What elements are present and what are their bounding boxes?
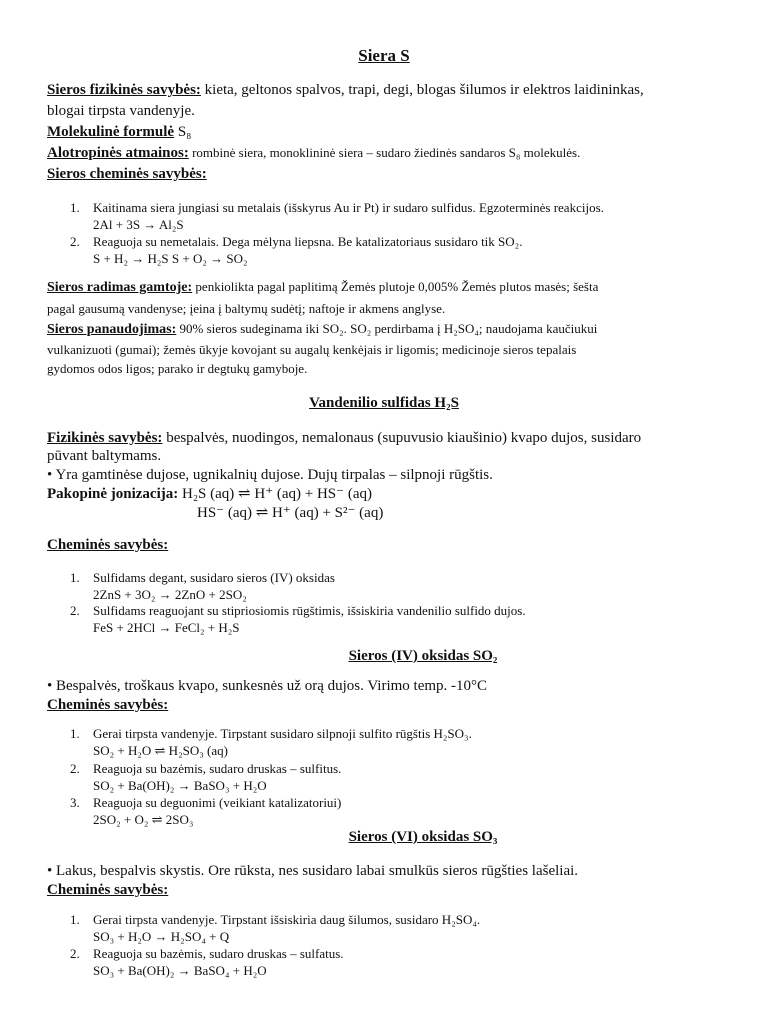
so2-item-num: 2. [70,761,80,776]
so2-bullet: • Bespalvės, troškaus kvapo, sunkesnės už orą dujos. Virimo temp. -10°C [47,678,488,694]
h2s-physical-label: Fizikinės savybės: [47,430,163,446]
molecular-formula-label: Molekulinė formulė [47,124,175,140]
h2s-ionization-step2: HS⁻ (aq) ⇌ H⁺ (aq) + S²⁻ (aq) [197,505,384,521]
chemical-properties-heading: Sieros cheminės savybės: [47,166,207,182]
allotropes-line [47,145,580,162]
occurrence-text: penkiolikta pagal paplitimą Žemės plutoje 0,005% Žemės plutos masės; šešta [192,279,599,294]
so2-item-text: Gerai tirpsta vandenyje. Tirpstant susidaro silpnoji sulfito rūgštis H₂SO₃. [93,726,472,741]
chem-item-equation: S + H₂ → H₂S S + O₂ → SO₂ [93,251,248,266]
h2s-ionization-line1 [47,486,372,503]
so2-item-text: Reaguoja su deguonimi (veikiant katalizatoriui) [93,795,342,810]
so3-item-equation: SO₃ + H₂O → H₂SO₄ + Q [93,929,230,944]
physical-properties-line1 [47,82,644,99]
h2s-title: Vandenilio sulfidas H₂S [309,395,459,411]
so3-item-num: 2. [70,946,80,961]
h2s-chemical-heading: Cheminės savybės: [47,537,169,553]
h2s-item-equation: 2ZnS + 3O₂ → 2ZnO + 2SO₂ [93,587,247,602]
h2s-ionization-label: Pakopinė jonizacija: [47,486,179,502]
so2-title: Sieros (IV) oksidas SO₂ [348,648,498,664]
physical-properties-label: Sieros fizikinės savybės: [47,82,201,98]
h2s-physical-text: bespalvės, nuodingos, nemalonaus (supuvusio kiaušinio) kvapo dujos, susidaro [162,430,642,446]
usage-line1 [47,322,597,338]
h2s-item-text: Sulfidams degant, susidaro sieros (IV) oksidas [93,570,335,585]
chem-item-text: Reaguoja su nemetalais. Dega mėlyna liepsna. Be katalizatoriaus susidaro tik SO₂. [93,234,523,249]
so2-item-equation: SO₂ + H₂O ⇌ H₂SO₃ (aq) [93,743,228,758]
h2s-physical-line1 [47,430,641,447]
so3-item-text: Reaguoja su bazėmis, sudaro druskas – sulfatus. [93,946,344,961]
allotropes-label: Alotropinės atmainos: [47,145,189,161]
so3-bullet: • Lakus, bespalvis skystis. Ore rūksta, nes susidaro labai smulkūs sieros rūgšties lašeliai. [47,863,579,879]
h2s-item-num: 2. [70,603,80,618]
page-title: Siera S [358,46,410,65]
h2s-item-text: Sulfidams reaguojant su stipriosiomis rūgštimis, išsiskiria vandenilio sulfido dujos. [93,603,526,618]
so3-item-text: Gerai tirpsta vandenyje. Tirpstant išsiskiria daug šilumos, susidaro H₂SO₄. [93,912,481,927]
usage-line2: vulkanizuoti (gumai); žemės ūkyje kovojant su augalų kenkėjais ir ligomis; medicinoje sieros tepalais [47,342,577,357]
so3-chemical-heading: Cheminės savybės: [47,882,169,898]
physical-properties-text: kieta, geltonos spalvos, trapi, degi, blogas šilumos ir elektros laidininkas, [200,82,644,98]
chem-item-num: 1. [70,200,80,215]
so2-chemical-heading: Cheminės savybės: [47,697,169,713]
so3-item-equation: SO₃ + Ba(OH)₂ → BaSO₄ + H₂O [93,963,267,978]
occurrence-label: Sieros radimas gamtoje: [47,280,193,295]
so2-item-equation: 2SO₂ + O₂ ⇌ 2SO₃ [93,812,194,827]
so3-item-num: 1. [70,912,80,927]
so2-item-num: 3. [70,795,80,810]
usage-line3: gydomos odos ligos; parako ir degtukų gamyboje. [47,361,308,376]
occurrence-line1 [47,280,598,296]
chem-item-text: Kaitinama siera jungiasi su metalais (išskyrus Au ir Pt) ir sudaro sulfidus. Egzoterminės reakcijos. [93,200,604,215]
so2-item-num: 1. [70,726,80,741]
so3-title: Sieros (VI) oksidas SO₃ [348,829,498,845]
physical-properties-line2: blogai tirpsta vandenyje. [47,103,195,119]
molecular-formula-value: S₈ [174,124,192,140]
h2s-ionization-step1: H₂S (aq) ⇌ H⁺ (aq) + HS⁻ (aq) [178,486,372,502]
molecular-formula-line [47,124,191,141]
chem-item-equation: 2Al + 3S → Al₂S [93,217,184,232]
allotropes-text: rombinė siera, monoklininė siera – sudaro žiedinės sandaros S₈ molekulės. [188,145,581,160]
usage-label: Sieros panaudojimas: [47,322,177,337]
h2s-item-num: 1. [70,570,80,585]
h2s-bullet: • Yra gamtinėse dujose, ugnikalnių dujose. Dujų tirpalas – silpnoji rūgštis. [47,467,493,483]
usage-text: 90% sieros sudeginama iki SO₂. SO₂ perdirbama į H₂SO₄; naudojama kaučiukui [176,321,598,336]
h2s-item-equation: FeS + 2HCl → FeCl₂ + H₂S [93,620,240,635]
so2-item-text: Reaguoja su bazėmis, sudaro druskas – sulfitus. [93,761,342,776]
h2s-physical-line2: pūvant baltymams. [47,448,162,464]
so2-item-equation: SO₂ + Ba(OH)₂ → BaSO₃ + H₂O [93,778,267,793]
occurrence-line2: pagal gausumą vandenyse; įeina į baltymų sudėtį; naftoje ir akmens anglyse. [47,301,446,316]
chem-item-num: 2. [70,234,80,249]
